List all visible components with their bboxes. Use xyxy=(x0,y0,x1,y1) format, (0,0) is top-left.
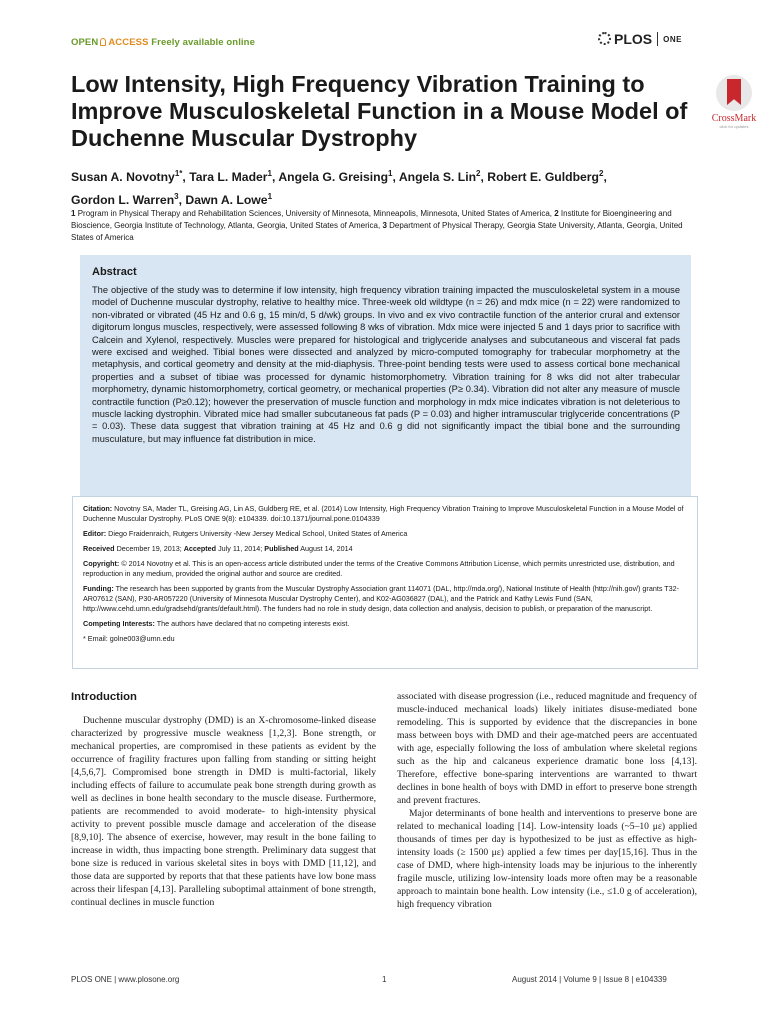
section-heading: Introduction xyxy=(71,691,137,703)
body-column-left xyxy=(71,690,376,909)
author[interactable]: Susan A. Novotny$^{1*}$ xyxy=(71,169,183,185)
abstract-heading: Abstract xyxy=(92,266,137,278)
author[interactable]: Tara L. Mader$^1$ xyxy=(189,169,272,185)
body-paragraph: Duchenne muscular dystrophy (DMD) is an X-chromosome-linked disease characterized by progressive muscle weakness [1,2,3]. Bone strength, or mechanical properties, are compromised in these patients as evident by the occurrence of fragility fractures upon falling from standing or sitting height [4,5,6,7]. Compromised bone strength in DMD is multi-factorial, likely including effects of failure to accumulate peak bone strength during growth as well as declines in bone health secondary to the muscle disease. Furthermore, patients are recommended to avoid moderate- to high-intensity physical activity to prevent possible muscle damage and acceleration of the disease [8,9,10]. The absence of exercise, however, may result in the bone failing to increase in width, thus impacting bone strength. Preliminary data suggest that bone size is reduced in various skeletal sites in boys with DMD [11,12], and those data are supported by reports that that these patients have low bone mass across their lifespan [4,13]. Paralleling suboptimal attainment of bone strength, continual declines in muscle function xyxy=(71,715,376,908)
crossmark-badge[interactable] xyxy=(708,75,760,129)
footer-journal: PLOS ONE | www.plosone.org xyxy=(71,975,180,984)
author[interactable]: Angela S. Lin$^2$ xyxy=(398,169,481,185)
journal-logo[interactable] xyxy=(598,31,682,47)
plos-gear-icon xyxy=(598,32,611,45)
abstract-box xyxy=(80,255,691,496)
logo-separator xyxy=(657,32,658,46)
crossmark-label: CrossMark xyxy=(711,113,757,124)
copyright: Copyright: © 2014 Novotny et al. This is an open-access article distributed under the terms of the Creative Commons Attribution License, which permits unrestricted use, distribution, and reproduction in any medium, provided the original author and source are credited. xyxy=(83,559,675,578)
competing-interests: Competing Interests: The authors have declared that no competing interests exist. xyxy=(83,619,350,628)
journal-logo-sub: ONE xyxy=(663,35,682,44)
body-paragraph: Major determinants of bone health and interventions to preserve bone are related to mechanical loading [14]. Low-intensity loads (~5–10 με) applied thousands of times per day is hypothesized to be just as effective as high-intensity loads (≥ 1500 με) applied a few times per day[15,16]. Thus in the case of DMD, where high-intensity loads may be injurious to the inherently fragile muscle, utilizing low-intensity loads more often may be a reasonable approach to maintain bone health. Low intensity (i.e., ≤1.0 g of acceleration), high frequency vibration xyxy=(397,808,697,910)
crossmark-icon xyxy=(716,75,752,111)
citation: Citation: Novotny SA, Mader TL, Greising AG, Lin AS, Guldberg RE, et al. (2014) Low Intensity, High Frequency Vibration Training to Improve Musculoskeletal Function in a Mouse Model of Duchenne Muscular Dystrophy. PLoS ONE 9(8): e104339. doi:10.1371/journal.pone.0104339 xyxy=(83,504,684,523)
dates: Received December 19, 2013; Accepted July 11, 2014; Published August 14, 2014 xyxy=(83,544,353,553)
author[interactable]: Robert E. Guldberg$^2$ xyxy=(487,169,604,185)
open-lock-icon xyxy=(100,38,106,46)
author[interactable]: Dawn A. Lowe$^1$ xyxy=(185,192,273,208)
open-access-suffix: Freely available online xyxy=(151,37,255,48)
footer-issue: August 2014 | Volume 9 | Issue 8 | e104339 xyxy=(512,975,667,984)
affiliations: 1 Program in Physical Therapy and Rehabilitation Sciences, University of Minnesota, Minneapolis, Minnesota, United States of America, 2 Institute for Bioengineering and Bioscience, Georgia Institute of Technology, Atlanta, Georgia, United States of America, 3 Department of Physical Therapy, Georgia State University, Atlanta, Georgia, United States of America xyxy=(71,209,683,243)
journal-logo-text: PLOS xyxy=(614,31,653,47)
abstract-text: The objective of the study was to determine if low intensity, high frequency vibration training impacted the musculoskeletal system in a mouse model of Duchenne muscular dystrophy, relative to healthy mice. Three-week old wildtype (n = 26) and mdx mice (n = 22) were randomized to non-vibrated or vibrated (45 Hz and 0.6 g, 15 min/d, 5 d/wk) groups. In vivo and ex vivo contractile function of the anterior crural and extensor digitorum longus muscles, respectively, were assessed following 8 wks of vibration. Mdx mice were injected 5 and 1 days prior to sacrifice with Calcein and Xylenol, respectively. Muscles were prepared for histological and triglyceride analyses and subcutaneous and visceral fat pads were excised and weighed. Tibial bones were dissected and analyzed by micro-computed tomography for trabecular morphometry at the metaphysis, and cortical geometry and density at the mid-diaphysis. Three-point bending tests were used to assess cortical bone mechanical properties and a subset of tibiae was processed for dynamic histomorphometry. Vibration training for 8 wks did not alter trabecular morphometry, dynamic histomorphometry, cortical geometry, or mechanical properties (P≥ 0.34). Vibration did not alter any measure of muscle contractile function (P≥0.12); however the preservation of muscle function and morphology in mdx mice indicates vibration is not deleterious to muscle lacking dystrophin. Vibrated mice had smaller subcutaneous fat pads (P = 0.03) and higher intramuscular triglyceride concentrations (P = 0.03). These data suggest that vibration training at 45 Hz and 0.6 g did not significantly impact the tibial bone and the surrounding musculature, but may influence fat distribution in mice. xyxy=(92,285,680,444)
editor: Editor: Diego Fraidenraich, Rutgers University -New Jersey Medical School, United States of America xyxy=(83,529,408,538)
author-list: Susan A. Novotny$^{1*}$, Tara L. Mader$^1$, Angela G. Greising$^1$, Angela S. Lin$^2$, Robert E. Guldberg$^2$, Gordon L. Warren$^3$, Dawn A. Lowe$^1$ xyxy=(71,169,607,208)
author[interactable]: Angela G. Greising$^1$ xyxy=(278,169,393,185)
open-access-prefix: OPEN xyxy=(71,37,99,48)
body-paragraph: associated with disease progression (i.e., reduced magnitude and frequency of muscle-induced mechanical loads) likely initiates disuse-mediated bone remodeling. This is supported by evidence that the discrepancies in bone mass between boys with DMD and their age-matched peers are accentuated with age, especially following the loss of ambulation where skeletal regions such as the hip and calcaneus experience dramatic bone loss [4,13]. Therefore, effective bone-sparing interventions are warranted to thwart declines in bone health of boys with DMD in effort to preserve bone strength and prevent fractures. xyxy=(397,691,697,806)
page-number: 1 xyxy=(382,975,387,984)
article-metadata xyxy=(72,496,698,669)
funding: Funding: The research has been supported by grants from the Muscular Dystrophy Association grant 114071 (DAL, http://mda.org/), National Institute of Health (http://nih.gov/) grants T32-AR07612 (SAN), P30-AR057220 (University of Minnesota Muscular Dystrophy Center), and K02-AG036827 (DAL), and the Patrick and Kathy Lewis Fund (SAN, http://www.cehd.umn.edu/gradsehd/grants/default.html). The funders had no role in study design, data collection and analysis, decision to publish, or preparation of the manuscript. xyxy=(83,584,680,613)
email[interactable]: * Email: golne003@umn.edu xyxy=(83,634,175,643)
author[interactable]: Gordon L. Warren$^3$ xyxy=(71,192,179,208)
open-access-word: ACCESS xyxy=(108,37,149,48)
body-column-right xyxy=(397,690,697,911)
article-title: Low Intensity, High Frequency Vibration Training to Improve Musculoskeletal Function in a Mouse Model of Duchenne Muscular Dystrophy xyxy=(71,71,688,151)
crossmark-sub: click for updates xyxy=(719,124,749,129)
open-access-banner xyxy=(71,37,255,48)
